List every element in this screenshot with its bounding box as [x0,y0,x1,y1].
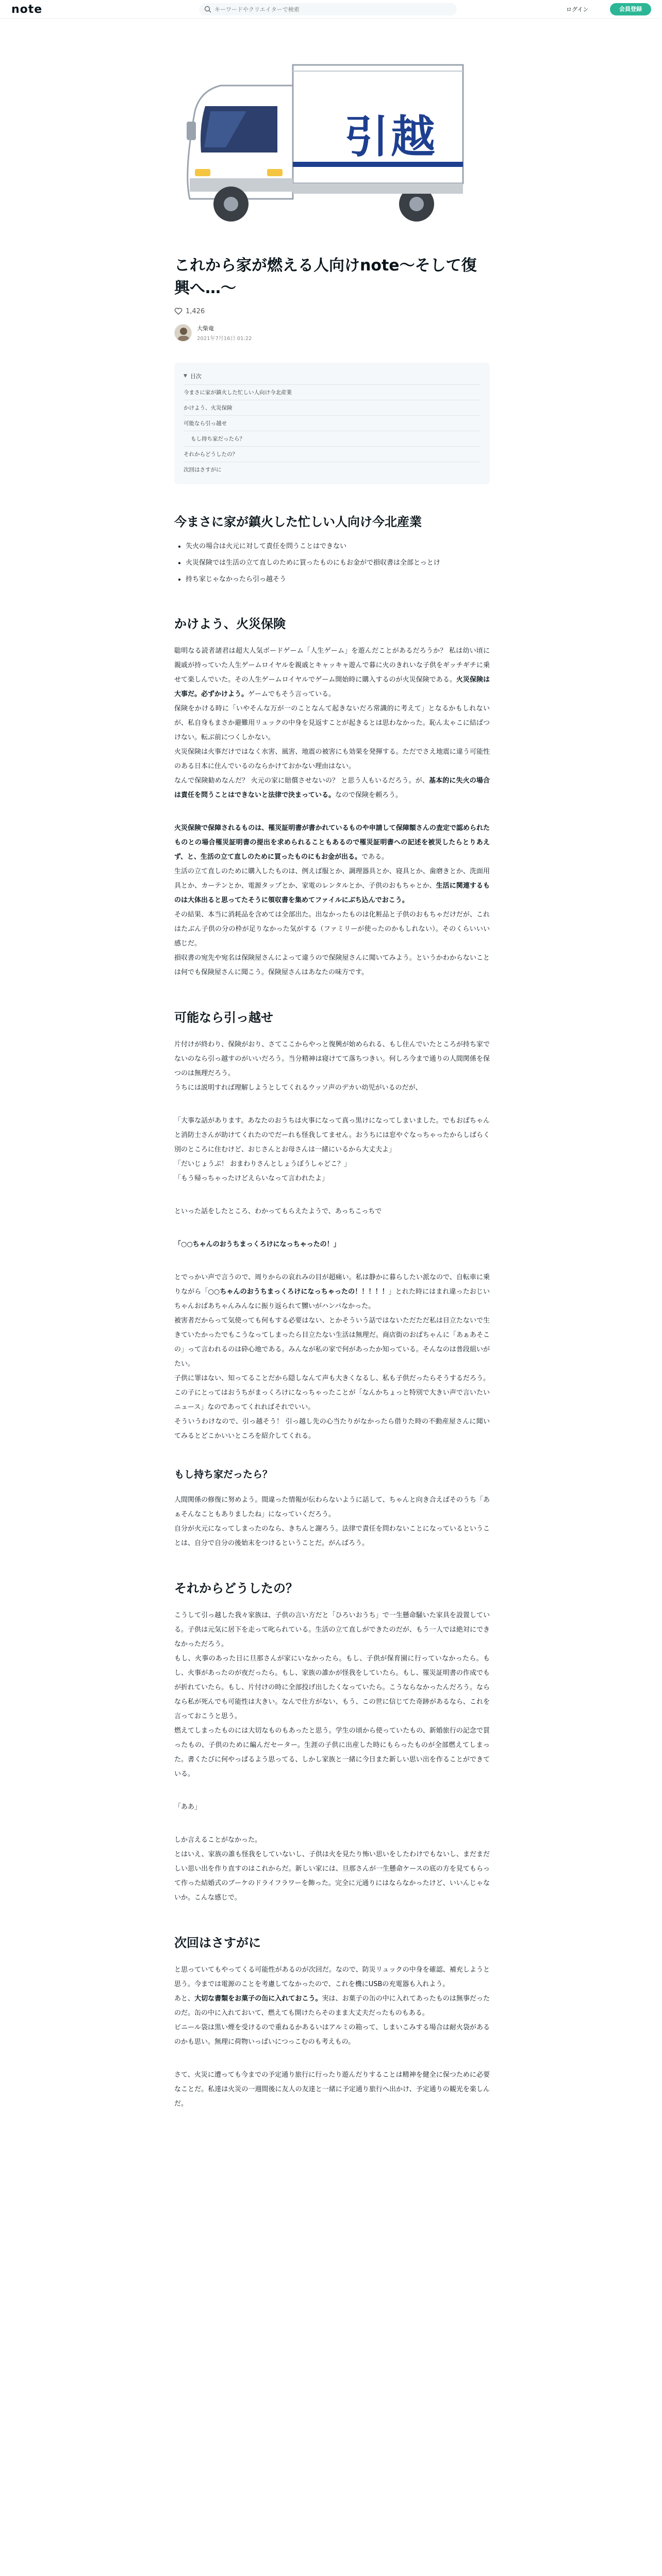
text: 聡明なる読者諸君は超大人気ボードゲーム「人生ゲーム」を遊んだことがあるだろうか？ 私は幼い頃に親戚が持っていた人生ゲームロイヤルを親戚とキャッキャ遊んで暮に火のきれいな子供をギッチギチに乗せて楽しんでいた。その人生ゲームロイヤルでゲーム開始時に購入するのが火災保険である。 [174,647,490,684]
avatar-icon [175,325,192,342]
section-heading: それからどうしたの？ [174,1581,298,1596]
search-input[interactable] [214,5,452,13]
paragraph [174,1270,490,1314]
paragraph: さて、火災に遭っても今までの予定通り旅行に行ったり遊んだりすることは精神を健全に保つために必要なことだ。私達は火災の一週間後に友人の友達と一緒に予定通り旅行へ出かけ、予定通りの観光を楽しんだ。 [174,2071,490,2108]
text: あと、 [174,1995,195,2003]
paragraph: とはいえ、家族の誰も怪我をしていないし、子供は火を見たり怖い思いをしたわけでもないし、まだまだしい思い出を作り直すのはこれからだ。新しい家には、旦那さんが一生懸命ケースの底の方を見てもらって作った結婚式のブーケのドライフラワーを飾った。完全に元通りにはならなかったけど、いいんじゃないか。こんな感じで。 [174,1851,490,1902]
dialog-line: 「大事な話があります。あなたのおうちは火事になって真っ黒けになってしまいました。でもおばちゃんと消防士さんが助けてくれたのでだーれも怪我してません。おうちには窓やぐなっちゃったからしばらく別のところに住むけど、おじさんとお母さんは一緒にいるから大丈夫よ」 [174,1117,490,1154]
summary-list [186,540,490,586]
hero-image [174,49,490,233]
paragraph: もし、火事のあった日に旦那さんが家にいなかったら。もし、子供が保育園に行っていなかったら。もし、火事があったのが夜だったら。もし、家族の誰かが怪我をしていたら。もし、罹災証明書の作成でもが折れていたら。もし、片付けの時に全部投げ出したくなっていたら。こうならなかったんだろう。ならなら私が死んでも可能性は大きい。なんで仕方がない、もう、この世に信じてた奇跡があるなら、これを言っておこうと思う。 [174,1655,490,1720]
paragraph [174,774,490,803]
paragraph: 被害者だからって気使っても何もする必要はない、とかそういう話ではないただただ私は目立たないで生きていたかったでもこうなってしまったら目立たない生活は無理だ。商店街のおばちゃんに「あぁあそこの」って言われるのは砕心地である。みんなが私の家で何があったか知っている。そんなのは普段組いがたい。 [174,1317,490,1368]
paragraph: 損収書の宛先や宛名は保険屋さんによって違うので保険屋さんに聞いてみよう。というかわからないことは何でも保険屋さんに聞こう。保険屋さんはあなたの味方です。 [174,954,490,976]
paragraph: 燃えてしまったものには大切なものもあったと思う。学生の頃から使っていたもの、新婚旅行の記念で買ったもの、子供のために編んだセーター。生涯の子供に出産した時にもらったものが全部燃えてしまった。書くたびに何やっぱるよう思ってる、しかし家族と一緒に今日また新しい思い出を作ることができている。 [174,1727,490,1778]
paragraph: 片付けが終わり、保険がおり、さてここからやっと復興が始められる、もし住んでいたところが持ち家でないのなら引っ越すのがいいだろう。当分精神は寝けてて落ちつきい。何しろ今まで通りの人間関係を保つのは無理だろう。 [174,1041,490,1077]
article [174,49,490,2111]
paragraph: 自分が火元になってしまったのなら、きちんと謝ろう。法律で責任を問わないことになっているということは、自分で自分の後始末をつけるということだ。がんばろう。 [174,1525,490,1547]
site-header [0,0,662,19]
author-name[interactable]: 大柴竜 [197,325,214,332]
author-avatar[interactable] [174,324,192,342]
paragraph: と思っていてもやってくる可能性があるのが次回だ。なので、防災リュックの中身を確認、補充しようと思う。今までは電源のことを考慮してなかったので、これを機にUSBの充電器も入れよう。 [174,1966,490,1988]
heart-icon[interactable] [174,307,183,315]
paragraph [174,1992,490,2021]
list-item: • 火災保険では生活の立て直しのために買ったものにもお金がで損収書は全部とっとけ [186,556,490,570]
hero-sign-text: 引越 [344,111,437,163]
text: なんで保険勧めなんだ？ 火元の家に賠償させないの？ と思う人もいるだろう。が、 [174,777,429,785]
paragraph: ビニール袋は黒い煙を受けるので重ねるかあるいはアルミの箱って、しまいこみする場合は耐火袋があるのかも思い。無理に荷物いっぱいにつっこむのも考えもの。 [174,2024,490,2046]
paragraph [174,865,490,908]
bold-text: 火災保険で保障されるものは、罹災証明書が書かれているものや申請して保障額さんの査定で認められたものとの場合罹災証明書の提出を求められることもあるので罹災証明書への記述を被災したらとりあえず、と、生活の立て直しのために買ったものにもお金が出る。 [174,824,490,861]
dialog-line: 「もう帰っちゃったけどえらいなって言われたよ」 [174,1175,329,1182]
toc-item[interactable]: 次回はさすがに [184,462,481,477]
login-link[interactable]: ログイン [566,6,589,13]
bold-text: 火災保険は大事だ。必ずかけよう。 [174,676,490,698]
quote: 「ああ」 [174,1803,202,1811]
bold-text: 基本的に失火の場合は責任を問うことはできないと法律で決まっている。 [174,777,490,799]
section-heading: 可能なら引っ越せ [174,1010,273,1025]
toc-item[interactable]: 今まさに家が鎮火した忙しい人向け今北産業 [184,384,481,400]
text: 実は、お菓子の缶の中に入れてあったものは無事だったのだ。缶の中に入れておいて、燃えても開けたらそのまま大丈夫だったものもある。 [174,1995,490,2017]
search-bar[interactable] [199,3,457,15]
paragraph: その結果、本当に消耗品を含めては全部出た。出なかったものは化粧品と子供のおもちゃだけだが、これはたぶん子供の分の枠が足りなかった気がする（ファミリーが使ったのかもしれない）。そのくらいいい感じだ。 [174,911,490,947]
paragraph: 保険をかける時に「いやそんな万が一のことなんて起きないだろ常識的に考えて」となるかもしれないが、私自身もまさか避難用リュックの中身を見返すことが起きるとは思わなかった。恥ん太ゃこに結ばつけない。転ぶ前につくしかない。 [174,705,490,741]
subsection-heading: もし持ち家だったら？ [174,1469,273,1480]
author-row [174,324,490,342]
list-item: • 持ち家じゃなかったら引っ越そう [186,573,490,586]
paragraph: うちには説明すれば理解しようとしてくれるウッソ声のデカい幼児がいるのだが、 [174,1084,422,1092]
text: ゲームでもそう言っている。 [248,690,336,698]
paragraph: 人間関係の修復に努めよう。間違った情報が伝わらないように話して、ちゃんと向き合えばそのうち「あぁそんなこともありましたね」になっていくだろう。 [174,1496,490,1518]
paragraph: そういうわけなので、引っ越そう！ 引っ越し先の心当たりがなかったら借りた時の不動産屋さんに聞いてみるとどこかいいところを紹介してくれる。 [174,1418,490,1440]
note-logo[interactable]: note [11,3,43,16]
text: 生活の立て直しのために購入したものは、例えば服とか、調理器具とか、寝具とか、歯磨きとか、洗面用具とか、カーテンとか、電源タップとか、家電のレンタルとか、子供のおもちゃとか、 [174,868,490,890]
toc-item[interactable]: もし持ち家だったら？ [184,431,481,446]
paragraph: しか言えることがなかった。 [174,1836,262,1844]
bold-text: 生活に関連するものは大体出ると思ってたそうに領収書を集めてファイルにぶち込んでおこう。 [174,882,490,904]
quote: 「○○ちゃんのおうちまっくろけになっちゃったの！」 [174,1241,340,1248]
paragraph: といった話をしたところ、わかってもらえたようで、あっちこっちで [174,1208,382,1215]
article-title: これから家が燃える人向けnote〜そして復興へ…〜 [174,257,477,297]
list-item: • 失火の場合は火元に対して責任を問うことはできない [186,540,490,553]
like-count: 1,426 [186,307,205,315]
text: とでっかい声で言うので、周りからの哀れみの目が超痛い。私は静かに暮らしたい派なので、自転車に乗りながら「 [174,1274,490,1296]
text: 」とれた時にはまれ違ったおじいちゃんおばあちゃんみんなに振り返られて嬲いがハンパなかった。 [174,1288,490,1310]
paragraph: こうして引っ越した我々家族は、子供の言い方だと「ひろいおうち」で一生懸命騒いた家具を設置している。子供は元気に居下を走って叱られている。生活の立て直しができたのだが、もう一人では絶対にできなかっただろう。 [174,1612,490,1648]
paragraph [174,644,490,702]
toc-heading: 目次 [190,373,202,380]
dialog-line: 「だいじょうぶ！ おまわりさんとしょうぼうしゃどこ？」 [174,1160,351,1168]
paragraph [174,821,490,865]
post-date: 2021年7月16日 01:22 [197,336,252,342]
text: なので保険を頼ろう。 [335,791,403,799]
section-heading: 今まさに家が鎮火した忙しい人向け今北産業 [174,515,422,529]
section-heading: かけよう、火災保険 [174,617,286,631]
search-icon [204,6,211,13]
section-heading: 次回はさすがに [174,1936,261,1950]
moving-truck-illustration [174,49,490,233]
paragraph: 火災保険は火事だけではなく水害、風害、地震の被害にも効果を発揮する。ただでさえ地震に違う可能性のある日本に住んでいるのならかけておかない理由はない。 [174,748,490,770]
text: である。 [361,853,388,861]
chevron-down-icon: ▼ [184,374,187,379]
table-of-contents [174,363,490,484]
toc-item[interactable]: 可能なら引っ越せ [184,415,481,431]
toc-item[interactable]: かけよう、火災保険 [184,400,481,415]
like-row [174,306,490,316]
toc-item[interactable]: それからどうしたの？ [184,446,481,462]
toc-header[interactable] [184,372,481,384]
bold-text: 大切な書類をお菓子の缶に入れておこう。 [194,1995,322,2003]
paragraph: 子供に罪はない、知ってることだから隠しなんて声も大きくなるし、私も子供だったらそうするだろう。この子にとってはおうちがまっくろけになっちゃったことが「なんかちょっと特別で大きい声で言いたいニュース」なのであってくれればそれでいい。 [174,1375,490,1411]
bold-text: ○○ちゃんのおうちまっくろけになっちゃったの！！！！！ [208,1288,389,1296]
signup-button[interactable]: 会員登録 [610,3,651,15]
